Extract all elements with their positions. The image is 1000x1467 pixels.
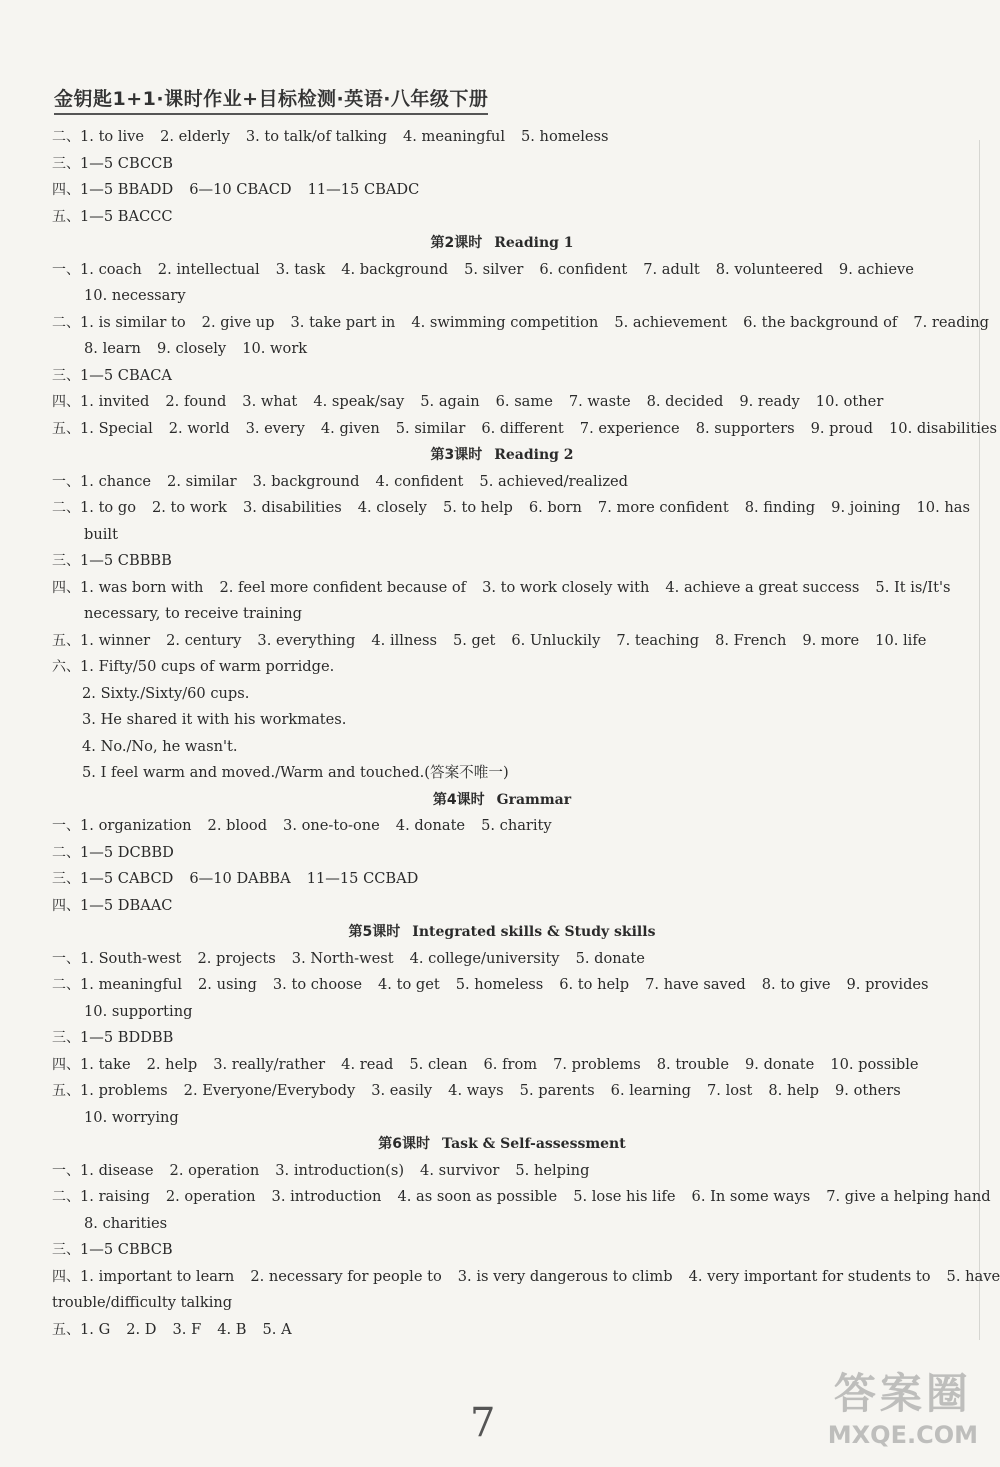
answer-item: 10. supporting: [84, 1002, 193, 1020]
section-number: 四、: [52, 579, 80, 596]
answer-content: [52, 124, 1000, 1343]
answer-item: 1. to go: [80, 499, 136, 516]
answer-line: [52, 416, 998, 443]
section-number: 五、: [52, 420, 80, 437]
answer-item: 4. confident: [375, 472, 464, 490]
answer-line: [52, 1317, 952, 1344]
answer-item: 6—10 DABBA: [189, 870, 291, 887]
answer-item: 4. background: [341, 260, 449, 278]
answer-item: 1. South-west: [80, 949, 182, 967]
lesson-subtitle: Reading 2: [494, 447, 574, 463]
answer-item: 4. given: [320, 419, 380, 437]
answer-item: 1. G: [80, 1320, 111, 1338]
answer-line: [52, 1237, 952, 1264]
answer-item: 5. It is/It's: [875, 578, 951, 596]
answer-item: 10. disabilities: [889, 419, 998, 437]
answer-item: 6. from: [483, 1055, 538, 1073]
answer-item: 7. waste: [568, 393, 631, 410]
section-number: 四、: [52, 182, 80, 198]
answer-item: 10. necessary: [84, 287, 186, 304]
section-number: 二、: [52, 500, 80, 516]
answer-item: 2. using: [198, 976, 257, 993]
answer-item: 5. get: [452, 631, 496, 649]
answer-item: 5. donate: [575, 949, 645, 967]
answer-item: 2. intellectual: [157, 260, 260, 278]
section-number: 五、: [52, 1083, 80, 1099]
answer-item: 3. easily: [371, 1082, 433, 1099]
answer-line: [52, 654, 952, 681]
answer-item: 2. found: [165, 393, 227, 410]
answer-item: 4. meaningful: [402, 128, 505, 145]
section-number: 五、: [52, 208, 80, 225]
section-number: 三、: [52, 155, 80, 172]
answer-line: [52, 1078, 952, 1105]
answer-item: 4. read: [341, 1055, 394, 1073]
answer-item: 7. problems: [553, 1055, 641, 1073]
answer-item: 5. homeless: [520, 128, 609, 145]
lesson-subtitle: Reading 1: [494, 235, 574, 251]
answer-line: [52, 893, 952, 920]
lesson-label: 第6课时: [378, 1136, 431, 1152]
answer-item: 4. B: [217, 1320, 247, 1338]
answer-item: 10. life: [875, 631, 927, 649]
section-number: 二、: [52, 977, 80, 993]
handwritten-page-mark: 7: [470, 1400, 496, 1446]
answer-item: 5. homeless: [455, 976, 544, 993]
answer-item: 5. similar: [395, 419, 466, 437]
answer-item: 8. trouble: [656, 1055, 729, 1073]
answer-line: [52, 1052, 952, 1079]
answer-item: 9. joining: [831, 499, 901, 516]
answer-item: 4. ways: [448, 1082, 504, 1099]
answer-item: 1—5 CABCD: [80, 870, 174, 887]
lesson-title: [52, 230, 952, 257]
answer-item: 5. parents: [519, 1082, 595, 1099]
answer-item: 4. swimming competition: [411, 313, 599, 331]
section-number: 三、: [52, 367, 80, 384]
answer-item: 1. organization: [80, 817, 192, 834]
answer-item: trouble/difficulty talking: [52, 1294, 233, 1311]
answer-item: 2. projects: [197, 949, 276, 967]
watermark-top-text: 答案圈: [833, 1369, 972, 1418]
answer-item: 7. adult: [643, 260, 700, 278]
answer-item: 10. possible: [830, 1055, 919, 1073]
answer-line: [52, 760, 952, 787]
answer-item: 8. supporters: [695, 419, 795, 437]
answer-item: 1—5 CBACA: [80, 366, 172, 384]
section-number: 四、: [52, 1268, 80, 1285]
answer-item: 5. silver: [464, 260, 524, 278]
answer-item: 1. was born with: [80, 578, 204, 596]
answer-item: 1. Fifty/50 cups of warm porridge.: [80, 658, 335, 675]
lesson-subtitle: Grammar: [496, 791, 572, 808]
answer-item: 8. help: [768, 1082, 819, 1099]
answer-line: [52, 681, 952, 708]
answer-line: [52, 257, 952, 284]
answer-line: [52, 283, 952, 310]
answer-item: 5. achieved/realized: [479, 472, 629, 490]
answer-line: [52, 389, 952, 416]
answer-item: 3. every: [245, 419, 305, 437]
answer-item: 1. to live: [80, 128, 145, 145]
section-number: 二、: [52, 1189, 80, 1205]
section-number: 五、: [52, 1321, 80, 1338]
answer-item: 9. ready: [739, 393, 800, 410]
answer-item: 2. operation: [165, 1188, 256, 1205]
answer-item: 2. D: [126, 1320, 157, 1338]
answer-item: 3. F: [172, 1320, 202, 1338]
answer-item: 10. has: [916, 499, 970, 516]
answer-item: 9. donate: [745, 1055, 815, 1073]
answer-line: [52, 1184, 991, 1211]
answer-item: 2. Everyone/Everybody: [183, 1082, 356, 1099]
answer-item: 8. charities: [84, 1214, 168, 1232]
lesson-subtitle: Integrated skills & Study skills: [412, 924, 656, 940]
answer-item: 8. French: [715, 631, 787, 649]
lesson-title: [52, 919, 952, 946]
answer-item: 9. proud: [810, 419, 873, 437]
answer-item: 3. really/rather: [213, 1055, 326, 1073]
answer-item: 3. one-to-one: [283, 817, 380, 834]
answer-line: [52, 336, 952, 363]
answer-item: 5. I feel warm and moved./Warm and touched.(答案不唯一): [82, 764, 509, 781]
answer-item: 3. is very dangerous to climb: [457, 1267, 673, 1285]
answer-item: 5. A: [262, 1320, 292, 1338]
lesson-title: [52, 442, 952, 469]
answer-item: 5. achievement: [614, 313, 728, 331]
answer-line: [52, 1290, 952, 1317]
answer-item: 3. disabilities: [242, 499, 342, 516]
answer-item: 4. achieve a great success: [665, 578, 860, 596]
answer-item: 1. Special: [80, 419, 153, 437]
answer-line: [52, 972, 952, 999]
answer-item: 1—5 BDDBB: [80, 1029, 174, 1046]
answer-line: [52, 707, 952, 734]
answer-line: [52, 204, 952, 231]
answer-item: 10. work: [242, 340, 308, 357]
lesson-title: [52, 1131, 952, 1158]
answer-item: 1. meaningful: [80, 976, 183, 993]
answer-item: 3. to choose: [272, 976, 363, 993]
answer-item: 9. others: [835, 1082, 901, 1099]
answer-item: 7. teaching: [616, 631, 700, 649]
answer-item: 5. charity: [481, 817, 552, 834]
answer-item: 3. task: [275, 260, 326, 278]
answer-item: 4. donate: [395, 817, 466, 834]
answer-item: 1—5 DBAAC: [80, 896, 173, 914]
answer-item: 6—10 CBACD: [189, 181, 292, 198]
answer-item: 7. more confident: [597, 499, 729, 516]
answer-item: 8. learn: [84, 340, 141, 357]
lesson-label: 第5课时: [348, 924, 401, 940]
answer-item: 4. to get: [378, 976, 440, 993]
answer-item: 8. finding: [744, 499, 816, 516]
answer-item: 7. give a helping hand: [826, 1188, 991, 1205]
answer-item: 8. volunteered: [715, 260, 823, 278]
section-number: 一、: [52, 818, 80, 834]
answer-item: 5. have: [946, 1267, 1000, 1285]
answer-line: [52, 575, 952, 602]
answer-line: [52, 363, 952, 390]
answer-item: 3. introduction: [271, 1188, 382, 1205]
answer-line: [52, 177, 952, 204]
answer-item: 2. similar: [167, 472, 237, 490]
page-header: 金钥匙1+1·课时作业+目标检测·英语·八年级下册: [54, 84, 488, 115]
answer-item: 4. very important for students to: [688, 1267, 931, 1285]
answer-item: 6. Unluckily: [511, 631, 601, 649]
section-number: 二、: [52, 314, 80, 331]
answer-line: [52, 999, 952, 1026]
lesson-title: [52, 787, 952, 814]
answer-item: 2. feel more confident because of: [219, 578, 467, 596]
answer-item: 5. clean: [409, 1055, 468, 1073]
answer-line: [52, 495, 970, 522]
answer-line: [52, 522, 952, 549]
section-number: 三、: [52, 553, 80, 569]
answer-item: 6. learning: [610, 1082, 692, 1099]
answer-item: 1—5 CBCCB: [80, 154, 174, 172]
section-number: 四、: [52, 394, 80, 410]
answer-line: [52, 151, 952, 178]
section-number: 五、: [52, 632, 80, 649]
section-number: 一、: [52, 1162, 80, 1179]
lesson-label: 第4课时: [432, 791, 485, 808]
answer-item: 1. coach: [80, 260, 142, 278]
answer-item: 10. worrying: [84, 1108, 179, 1126]
section-number: 四、: [52, 1056, 80, 1073]
answer-line: [52, 813, 952, 840]
answer-item: 3. He shared it with his workmates.: [82, 711, 347, 728]
answer-item: 2. necessary for people to: [250, 1267, 442, 1285]
answer-item: 11—15 CCBAD: [306, 870, 419, 887]
answer-line: [52, 601, 952, 628]
answer-item: 7. experience: [579, 419, 680, 437]
answer-item: 1. chance: [80, 472, 152, 490]
answer-line: [52, 734, 952, 761]
section-number: 三、: [52, 871, 80, 887]
answer-item: 5. helping: [515, 1161, 590, 1179]
answer-item: 6. In some ways: [691, 1188, 811, 1205]
answer-line: [52, 124, 952, 151]
answer-item: 5. again: [420, 393, 480, 410]
answer-item: 7. have saved: [645, 976, 746, 993]
section-number: 二、: [52, 129, 80, 145]
answer-item: 7. reading: [913, 313, 989, 331]
answer-item: 4. survivor: [420, 1161, 500, 1179]
answer-item: 9. provides: [846, 976, 929, 993]
answer-line: [52, 946, 952, 973]
answer-item: necessary, to receive training: [84, 605, 303, 622]
answer-item: 3. what: [242, 393, 298, 410]
section-number: 六、: [52, 659, 80, 675]
answer-item: 9. achieve: [838, 260, 914, 278]
answer-item: 6. same: [495, 393, 553, 410]
answer-item: 1. problems: [80, 1082, 168, 1099]
answer-line: [52, 1158, 952, 1185]
answer-item: 1—5 BACCC: [80, 207, 173, 225]
answer-item: 1—5 CBBBB: [80, 552, 172, 569]
answer-item: 3. to work closely with: [482, 578, 650, 596]
answer-item: 1. invited: [80, 393, 150, 410]
section-number: 一、: [52, 473, 80, 490]
lesson-subtitle: Task & Self-assessment: [442, 1136, 626, 1152]
answer-item: 2. operation: [169, 1161, 260, 1179]
watermark-site-text: MXQE.COM: [827, 1421, 978, 1449]
answer-line: [52, 1264, 1000, 1291]
answer-item: 3. to talk/of talking: [245, 128, 387, 145]
answer-line: [52, 310, 989, 337]
answer-item: 9. more: [802, 631, 860, 649]
answer-line: [52, 628, 952, 655]
answer-item: 3. take part in: [290, 313, 396, 331]
answer-item: 2. century: [166, 631, 242, 649]
answer-item: 1. winner: [80, 631, 151, 649]
answer-item: 2. blood: [207, 817, 268, 834]
answer-item: 11—15 CBADC: [307, 181, 420, 198]
answer-item: 1. take: [80, 1055, 131, 1073]
lesson-label: 第2课时: [430, 235, 483, 251]
answer-line: [52, 840, 952, 867]
answer-item: 4. closely: [357, 499, 427, 516]
answer-line: [52, 1025, 952, 1052]
answer-item: 6. the background of: [743, 313, 898, 331]
section-number: 三、: [52, 1242, 80, 1258]
answer-line: [52, 469, 952, 496]
answer-item: 6. confident: [539, 260, 628, 278]
answer-item: built: [84, 525, 118, 543]
answer-item: 4. illness: [371, 631, 437, 649]
answer-item: 2. help: [146, 1055, 198, 1073]
answer-item: 4. No./No, he wasn't.: [82, 737, 238, 755]
answer-line: [52, 548, 952, 575]
answer-line: [52, 866, 952, 893]
answer-item: 2. elderly: [160, 128, 230, 145]
answer-item: 3. introduction(s): [275, 1161, 405, 1179]
watermark-logo: [828, 1361, 978, 1449]
answer-item: 2. to work: [151, 499, 227, 516]
section-number: 一、: [52, 950, 80, 967]
answer-item: 6. to help: [559, 976, 630, 993]
answer-item: 2. give up: [201, 313, 275, 331]
answer-item: 8. to give: [761, 976, 831, 993]
answer-item: 5. to help: [442, 499, 513, 516]
answer-item: 1. is similar to: [80, 313, 186, 331]
answer-item: 3. background: [252, 472, 360, 490]
answer-item: 1. raising: [80, 1188, 150, 1205]
answer-item: 1. disease: [80, 1161, 154, 1179]
section-number: 三、: [52, 1030, 80, 1046]
answer-item: 3. North-west: [291, 949, 394, 967]
answer-item: 8. decided: [646, 393, 724, 410]
answer-item: 4. speak/say: [313, 393, 405, 410]
answer-item: 3. everything: [257, 631, 356, 649]
section-number: 四、: [52, 897, 80, 914]
lesson-label: 第3课时: [430, 447, 483, 463]
section-number: 二、: [52, 844, 80, 861]
answer-item: 10. other: [815, 393, 884, 410]
answer-item: 4. as soon as possible: [397, 1188, 558, 1205]
answer-item: 4. college/university: [409, 949, 560, 967]
answer-item: 2. Sixty./Sixty/60 cups.: [82, 684, 250, 702]
answer-item: 7. lost: [707, 1082, 753, 1099]
section-number: 一、: [52, 261, 80, 278]
answer-item: 1—5 DCBBD: [80, 843, 174, 861]
answer-line: [52, 1211, 952, 1238]
answer-item: 2. world: [168, 419, 230, 437]
answer-item: 5. lose his life: [573, 1188, 676, 1205]
answer-line: [52, 1105, 952, 1132]
answer-item: 1—5 CBBCB: [80, 1241, 173, 1258]
answer-item: 9. closely: [156, 340, 227, 357]
answer-item: 1—5 BBADD: [80, 181, 174, 198]
answer-item: 6. different: [481, 419, 564, 437]
answer-item: 1. important to learn: [80, 1267, 235, 1285]
answer-item: 6. born: [528, 499, 582, 516]
